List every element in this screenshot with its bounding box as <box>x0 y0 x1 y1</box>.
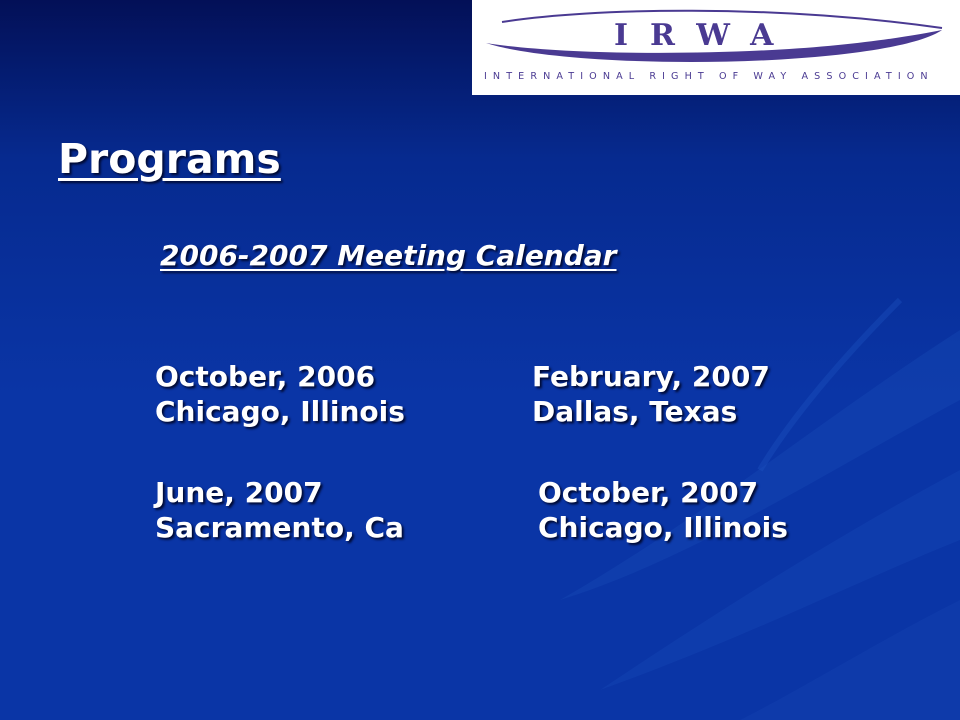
irwa-logo <box>472 0 960 95</box>
logo-subtitle: INTERNATIONAL RIGHT OF WAY ASSOCIATION <box>484 71 934 82</box>
event-location: Sacramento, Ca <box>155 511 404 544</box>
event-february-2007 <box>532 359 770 429</box>
event-location: Chicago, Illinois <box>538 511 788 544</box>
event-october-2007 <box>538 475 788 545</box>
event-october-2006 <box>155 359 405 429</box>
event-location: Chicago, Illinois <box>155 395 405 428</box>
event-date: February, 2007 <box>532 360 770 393</box>
event-location: Dallas, Texas <box>532 395 738 428</box>
event-date: October, 2006 <box>155 360 376 393</box>
slide-title: Programs <box>58 135 281 183</box>
logo-letters: IRWA <box>614 18 796 53</box>
slide-subtitle: 2006-2007 Meeting Calendar <box>160 239 617 272</box>
event-date: June, 2007 <box>155 476 323 509</box>
event-date: October, 2007 <box>538 476 759 509</box>
event-june-2007 <box>155 475 404 545</box>
